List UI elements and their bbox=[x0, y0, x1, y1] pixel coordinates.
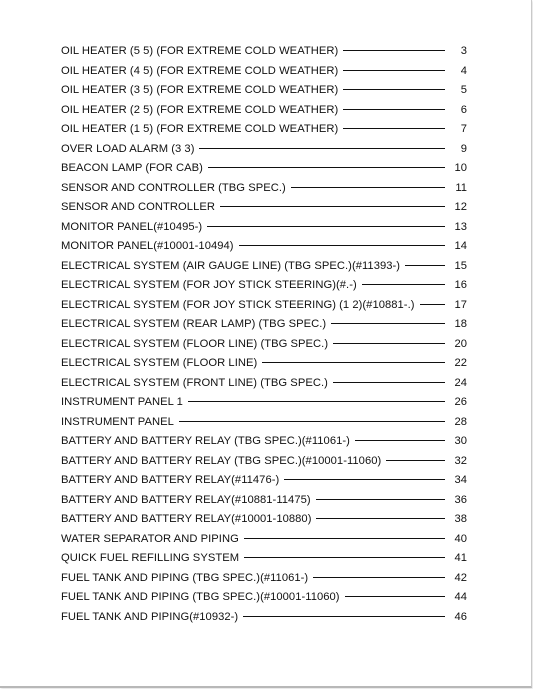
toc-entry-page-number: 18 bbox=[454, 318, 467, 330]
toc-entry-title: OIL HEATER (5 5) (FOR EXTREME COLD WEATHER) bbox=[61, 45, 339, 57]
toc-leader-line bbox=[343, 70, 445, 71]
toc-entry[interactable] bbox=[61, 357, 467, 377]
toc-leader-line bbox=[244, 557, 445, 558]
toc-leader-line bbox=[316, 518, 445, 519]
toc-leader-line bbox=[207, 226, 445, 227]
toc-entry[interactable] bbox=[61, 182, 467, 202]
toc-leader-line bbox=[188, 401, 445, 402]
toc-entry-title: BATTERY AND BATTERY RELAY(#10001-10880) bbox=[61, 513, 312, 525]
toc-entry-title: BATTERY AND BATTERY RELAY (TBG SPEC.)(#11061-) bbox=[61, 435, 350, 447]
toc-entry-title: OIL HEATER (4 5) (FOR EXTREME COLD WEATHER) bbox=[61, 64, 339, 77]
toc-entry-page-number: 10 bbox=[454, 162, 467, 174]
toc-leader-line bbox=[316, 499, 445, 500]
toc-entry[interactable] bbox=[61, 260, 467, 280]
toc-entry-page-number: 17 bbox=[454, 298, 467, 311]
toc-entry[interactable] bbox=[61, 104, 467, 124]
toc-entry-title: MONITOR PANEL(#10495-) bbox=[61, 220, 203, 233]
toc-entry-title: BATTERY AND BATTERY RELAY(#10881-11475) bbox=[61, 493, 311, 506]
toc-entry-page-number: 13 bbox=[454, 220, 467, 233]
toc-entry-title: INSTRUMENT PANEL 1 bbox=[61, 396, 183, 408]
toc-leader-line bbox=[291, 187, 445, 188]
toc-entry-title: ELECTRICAL SYSTEM (FLOOR LINE) bbox=[61, 357, 258, 369]
toc-entry-title: ELECTRICAL SYSTEM (FOR JOY STICK STEERING) (1 2)(#10881-.) bbox=[61, 298, 415, 311]
toc-entry[interactable] bbox=[61, 455, 467, 475]
toc-leader-line bbox=[220, 206, 445, 207]
toc-entry-page-number: 5 bbox=[460, 84, 467, 96]
toc-entry-page-number: 44 bbox=[454, 591, 467, 603]
toc-entry-page-number: 24 bbox=[454, 376, 467, 389]
toc-entry-title: ELECTRICAL SYSTEM (AIR GAUGE LINE) (TBG SPEC.)(#11393-) bbox=[61, 259, 401, 272]
toc-entry-page-number: 16 bbox=[454, 279, 467, 291]
toc-entry-page-number: 22 bbox=[454, 357, 467, 369]
toc-entry[interactable] bbox=[61, 435, 467, 455]
toc-entry[interactable] bbox=[61, 84, 467, 104]
toc-entry[interactable] bbox=[61, 513, 467, 533]
toc-entry[interactable] bbox=[61, 65, 467, 85]
toc-leader-line bbox=[244, 538, 445, 539]
toc-entry-page-number: 34 bbox=[454, 474, 467, 486]
toc-entry-title: ELECTRICAL SYSTEM (FLOOR LINE) (TBG SPEC.) bbox=[61, 337, 329, 350]
toc-entry[interactable] bbox=[61, 611, 467, 631]
toc-entry-page-number: 3 bbox=[460, 45, 467, 57]
toc-leader-line bbox=[343, 128, 445, 129]
toc-entry[interactable] bbox=[61, 396, 467, 416]
toc-leader-line bbox=[343, 50, 445, 51]
toc-entry[interactable] bbox=[61, 279, 467, 299]
toc-entry-title: ELECTRICAL SYSTEM (FOR JOY STICK STEERING)(#.-) bbox=[61, 279, 357, 291]
toc-entry-page-number: 42 bbox=[454, 571, 467, 584]
toc-leader-line bbox=[420, 304, 445, 305]
toc-entry-title: MONITOR PANEL(#10001-10494) bbox=[61, 240, 234, 252]
toc-entry-title: WATER SEPARATOR AND PIPING bbox=[61, 532, 239, 545]
toc-entry-page-number: 26 bbox=[454, 396, 467, 408]
toc-entry-title: BATTERY AND BATTERY RELAY(#11476-) bbox=[61, 474, 280, 486]
toc-entry-page-number: 11 bbox=[455, 181, 467, 194]
toc-entry[interactable] bbox=[61, 162, 467, 182]
toc-entry[interactable] bbox=[61, 552, 467, 572]
toc-entry-page-number: 4 bbox=[460, 64, 467, 77]
toc-entry-title: ELECTRICAL SYSTEM (REAR LAMP) (TBG SPEC.) bbox=[61, 318, 327, 330]
toc-entry-page-number: 9 bbox=[460, 142, 467, 155]
toc-leader-line bbox=[362, 284, 445, 285]
toc-entry-page-number: 12 bbox=[454, 201, 467, 213]
toc-entry-title: FUEL TANK AND PIPING(#10932-) bbox=[61, 610, 239, 623]
toc-entry[interactable] bbox=[61, 494, 467, 514]
toc-leader-line bbox=[199, 148, 445, 149]
toc-entry[interactable] bbox=[61, 45, 467, 65]
toc-entry-page-number: 20 bbox=[454, 337, 467, 350]
toc-entry-title: OIL HEATER (2 5) (FOR EXTREME COLD WEATHER) bbox=[61, 103, 339, 116]
toc-entry-title: BEACON LAMP (FOR CAB) bbox=[61, 162, 203, 174]
toc-entry-page-number: 38 bbox=[454, 513, 467, 525]
toc-entry-title: OVER LOAD ALARM (3 3) bbox=[61, 142, 195, 155]
toc-entry[interactable] bbox=[61, 474, 467, 494]
toc-entry-page-number: 7 bbox=[460, 123, 467, 135]
toc-entry-page-number: 46 bbox=[454, 610, 467, 623]
toc-entry[interactable] bbox=[61, 591, 467, 611]
toc-entry-page-number: 30 bbox=[454, 435, 467, 447]
toc-leader-line bbox=[313, 577, 445, 578]
toc-entry[interactable] bbox=[61, 338, 467, 358]
toc-leader-line bbox=[345, 596, 445, 597]
toc-leader-line bbox=[333, 343, 445, 344]
toc-leader-line bbox=[262, 362, 445, 363]
toc-entry[interactable] bbox=[61, 143, 467, 163]
toc-entry-title: OIL HEATER (1 5) (FOR EXTREME COLD WEATHER) bbox=[61, 123, 339, 135]
toc-leader-line bbox=[331, 323, 445, 324]
toc-entry-page-number: 14 bbox=[454, 240, 467, 252]
toc-entry-title: FUEL TANK AND PIPING (TBG SPEC.)(#11061-) bbox=[61, 571, 309, 584]
table-of-contents bbox=[61, 45, 467, 630]
toc-entry[interactable] bbox=[61, 533, 467, 553]
toc-entry[interactable] bbox=[61, 416, 467, 436]
toc-entry[interactable] bbox=[61, 201, 467, 221]
toc-leader-line bbox=[386, 460, 445, 461]
toc-entry[interactable] bbox=[61, 572, 467, 592]
toc-entry-page-number: 6 bbox=[460, 103, 467, 116]
toc-leader-line bbox=[405, 265, 445, 266]
toc-entry-title: SENSOR AND CONTROLLER bbox=[61, 201, 215, 213]
toc-entry-page-number: 36 bbox=[454, 493, 467, 506]
toc-entry-page-number: 28 bbox=[454, 415, 467, 428]
toc-leader-line bbox=[343, 109, 445, 110]
toc-entry-title: BATTERY AND BATTERY RELAY (TBG SPEC.)(#10001-11060) bbox=[61, 454, 382, 467]
toc-entry-page-number: 41 bbox=[454, 552, 467, 564]
toc-entry-page-number: 40 bbox=[454, 532, 467, 545]
toc-leader-line bbox=[239, 245, 445, 246]
toc-entry-title: SENSOR AND CONTROLLER (TBG SPEC.) bbox=[61, 181, 286, 194]
toc-entry[interactable] bbox=[61, 221, 467, 241]
toc-entry[interactable] bbox=[61, 240, 467, 260]
toc-entry-page-number: 32 bbox=[454, 454, 467, 467]
toc-entry-title: OIL HEATER (3 5) (FOR EXTREME COLD WEATHER) bbox=[61, 84, 339, 96]
toc-leader-line bbox=[355, 440, 445, 441]
toc-entry[interactable] bbox=[61, 299, 467, 319]
toc-leader-line bbox=[243, 616, 445, 617]
toc-leader-line bbox=[208, 167, 445, 168]
toc-leader-line bbox=[333, 382, 445, 383]
toc-entry[interactable] bbox=[61, 123, 467, 143]
toc-leader-line bbox=[284, 479, 445, 480]
toc-entry-title: FUEL TANK AND PIPING (TBG SPEC.)(#10001-11060) bbox=[61, 591, 340, 603]
toc-entry-title: QUICK FUEL REFILLING SYSTEM bbox=[61, 552, 240, 564]
toc-entry[interactable] bbox=[61, 318, 467, 338]
toc-entry-page-number: 15 bbox=[454, 259, 467, 272]
toc-entry-title: ELECTRICAL SYSTEM (FRONT LINE) (TBG SPEC.) bbox=[61, 376, 328, 389]
toc-leader-line bbox=[343, 89, 445, 90]
toc-entry[interactable] bbox=[61, 377, 467, 397]
toc-leader-line bbox=[179, 421, 445, 422]
toc-entry-title: INSTRUMENT PANEL bbox=[61, 415, 174, 428]
